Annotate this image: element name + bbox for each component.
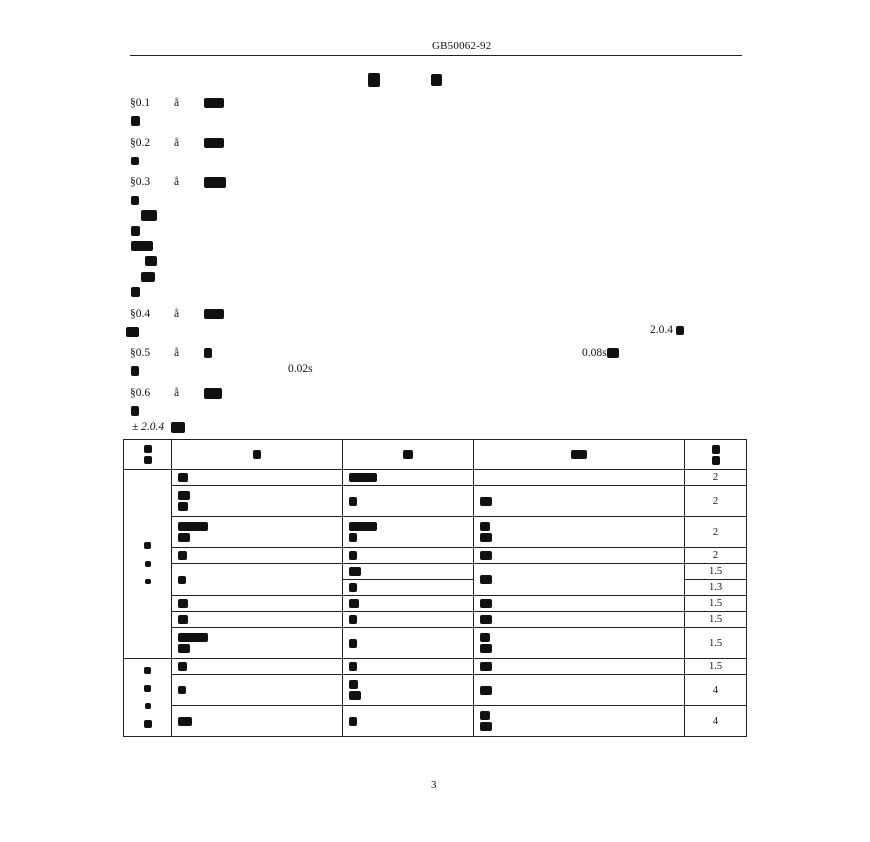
text-glyph bbox=[204, 388, 222, 399]
table-value-cell: 4 bbox=[685, 706, 747, 737]
table-cell bbox=[172, 596, 343, 612]
table-value-cell: 4 bbox=[685, 675, 747, 706]
clause-0-5-value-1: 0.02s bbox=[288, 363, 313, 375]
clause-mark: å bbox=[174, 176, 180, 188]
table-cell bbox=[343, 675, 474, 706]
table-header-cell bbox=[172, 440, 343, 470]
section-title bbox=[368, 72, 442, 88]
table-cell bbox=[172, 659, 343, 675]
table-row bbox=[124, 517, 747, 548]
table-cell bbox=[343, 612, 474, 628]
table-value-cell: 2 bbox=[685, 517, 747, 548]
table-cell bbox=[343, 470, 474, 486]
title-glyph-2 bbox=[431, 74, 442, 86]
table-cell bbox=[343, 517, 474, 548]
table-value-cell: 2 bbox=[685, 548, 747, 564]
clause-0-4 bbox=[130, 307, 224, 321]
table-row bbox=[124, 659, 747, 675]
text-glyph bbox=[131, 283, 140, 301]
table-cell bbox=[343, 580, 474, 596]
table-header-cell bbox=[343, 440, 474, 470]
clause-0-6 bbox=[130, 386, 222, 400]
text-glyph bbox=[204, 348, 212, 358]
clause-number: §0.4 bbox=[130, 308, 151, 320]
clause-0-2 bbox=[130, 136, 224, 150]
table-cell bbox=[474, 486, 685, 517]
text-glyph bbox=[131, 362, 139, 380]
text-glyph bbox=[204, 98, 224, 108]
clause-mark: å bbox=[174, 308, 180, 320]
text-glyph bbox=[204, 177, 226, 188]
clause-number: §0.5 bbox=[130, 347, 151, 359]
table-cell bbox=[343, 659, 474, 675]
table-cell bbox=[172, 628, 343, 659]
table-row bbox=[124, 675, 747, 706]
table-cell bbox=[343, 706, 474, 737]
table-cell bbox=[172, 548, 343, 564]
table-cell bbox=[172, 612, 343, 628]
table-caption: ± 2.0.4 bbox=[132, 421, 185, 433]
table-value-cell: 1.5 bbox=[685, 628, 747, 659]
table-cell bbox=[474, 612, 685, 628]
text-glyph bbox=[204, 309, 224, 319]
table-value-cell: 1.5 bbox=[685, 596, 747, 612]
clause-number: §0.1 bbox=[130, 97, 151, 109]
table-cell bbox=[474, 564, 685, 596]
table-row bbox=[124, 548, 747, 564]
clause-mark: å bbox=[174, 137, 180, 149]
table-cell bbox=[474, 470, 685, 486]
table-cell bbox=[343, 548, 474, 564]
table-cell bbox=[172, 486, 343, 517]
clause-number: §0.6 bbox=[130, 387, 151, 399]
table-header-row bbox=[124, 440, 747, 470]
table-row bbox=[124, 486, 747, 517]
table-cell bbox=[474, 675, 685, 706]
clause-0-5-value-2: 0.08s bbox=[582, 346, 619, 360]
table-value-cell: 1.5 bbox=[685, 659, 747, 675]
table-group-cell bbox=[124, 659, 172, 737]
clause-mark: å bbox=[174, 387, 180, 399]
text-glyph bbox=[126, 323, 139, 341]
table-row bbox=[124, 628, 747, 659]
table-value-cell: 1.5 bbox=[685, 564, 747, 580]
table-row bbox=[124, 596, 747, 612]
clause-mark: å bbox=[174, 347, 180, 359]
table-cell bbox=[172, 517, 343, 548]
text-glyph bbox=[131, 191, 139, 209]
table-cell bbox=[343, 596, 474, 612]
table-header-cell bbox=[124, 440, 172, 470]
table-group-cell bbox=[124, 470, 172, 659]
table-header-cell bbox=[685, 440, 747, 470]
table-cell bbox=[474, 517, 685, 548]
clause-0-1 bbox=[130, 96, 224, 110]
table-cell bbox=[343, 564, 474, 580]
page-number: 3 bbox=[431, 779, 437, 791]
protection-table bbox=[123, 439, 747, 737]
table-value-cell: 2 bbox=[685, 470, 747, 486]
table-row bbox=[124, 706, 747, 737]
table-row bbox=[124, 470, 747, 486]
table-cell bbox=[172, 470, 343, 486]
table-header-cell bbox=[474, 440, 685, 470]
table-cell bbox=[343, 486, 474, 517]
table-cell bbox=[172, 564, 343, 596]
table-cell bbox=[474, 596, 685, 612]
text-glyph bbox=[204, 138, 224, 148]
clause-mark: å bbox=[174, 97, 180, 109]
table-cell bbox=[474, 628, 685, 659]
running-header: GB50062-92 bbox=[432, 40, 492, 52]
table-value-cell: 1.3 bbox=[685, 580, 747, 596]
table-value-cell: 1.5 bbox=[685, 612, 747, 628]
table-value-cell: 2 bbox=[685, 486, 747, 517]
text-glyph bbox=[141, 206, 157, 224]
clause-number: §0.3 bbox=[130, 176, 151, 188]
clause-0-4-ref: 2.0.4 bbox=[650, 323, 684, 337]
text-glyph bbox=[131, 112, 140, 130]
table-row bbox=[124, 612, 747, 628]
clause-number: §0.2 bbox=[130, 137, 151, 149]
header-rule bbox=[130, 55, 742, 56]
text-glyph bbox=[131, 152, 139, 170]
title-glyph-1 bbox=[368, 73, 380, 87]
text-glyph bbox=[131, 402, 139, 420]
table-cell bbox=[474, 659, 685, 675]
clause-0-5 bbox=[130, 346, 212, 360]
table-cell bbox=[172, 706, 343, 737]
table-row bbox=[124, 564, 747, 580]
table-cell bbox=[343, 628, 474, 659]
table-cell bbox=[474, 706, 685, 737]
table-cell bbox=[172, 675, 343, 706]
clause-0-3 bbox=[130, 175, 226, 189]
table-cell bbox=[474, 548, 685, 564]
text-glyph bbox=[141, 268, 155, 286]
